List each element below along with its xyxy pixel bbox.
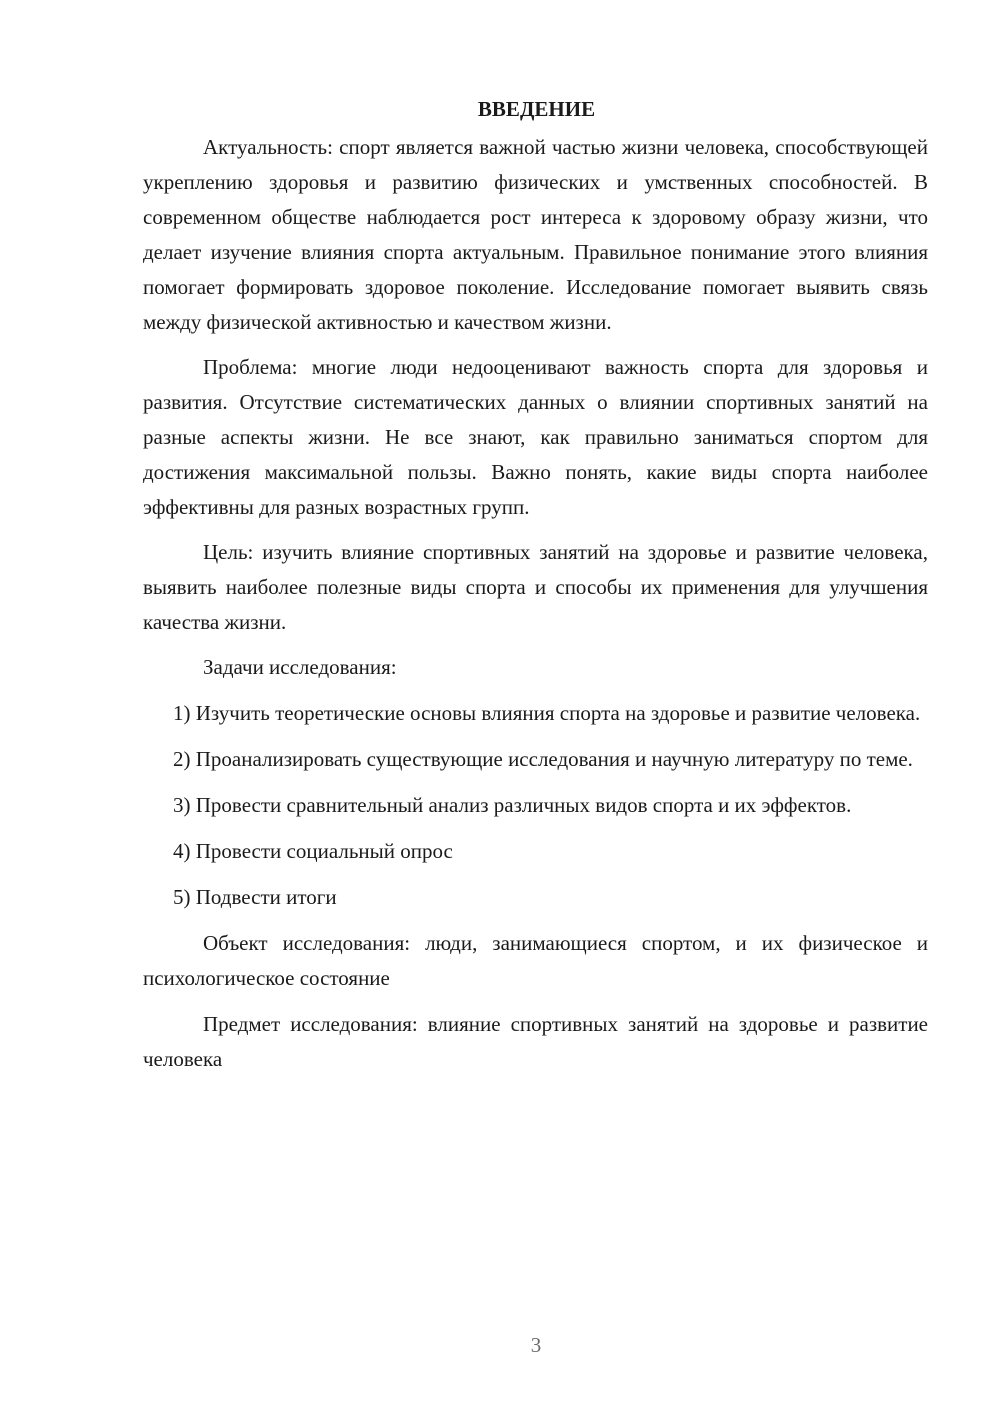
task-item-1: 1) Изучить теоретические основы влияния спорта на здоровье и развитие человека. xyxy=(173,701,921,725)
task-item-4: 4) Провести социальный опрос xyxy=(173,839,453,863)
task-item-2: 2) Проанализировать существующие исследования и научную литературу по теме. xyxy=(173,747,913,771)
page-number: 3 xyxy=(530,1333,542,1357)
problem-paragraph: Проблема: многие люди недооценивают важность спорта для здоровья и развития. Отсутствие систематических данных о влиянии спортивных занятий на разные аспекты жизни. Не все знают, как правильно заниматься спортом для достижения максимальной пользы. Важно понять, какие виды спорта наиболее эффективны для разных возрастных групп. xyxy=(143,355,928,519)
object-paragraph: Объект исследования: люди, занимающиеся спортом, и их физическое и психологическое состояние xyxy=(143,931,928,990)
document-page xyxy=(143,94,928,1077)
subject-paragraph: Предмет исследования: влияние спортивных занятий на здоровье и развитие человека xyxy=(143,1012,928,1071)
task-item-3: 3) Провести сравнительный анализ различных видов спорта и их эффектов. xyxy=(173,793,852,817)
section-title: ВВЕДЕНИЕ xyxy=(477,97,596,121)
goal-paragraph: Цель: изучить влияние спортивных занятий на здоровье и развитие человека, выявить наиболее полезные виды спорта и способы их применения для улучшения качества жизни. xyxy=(143,540,928,634)
task-item-5: 5) Подвести итоги xyxy=(173,885,337,909)
relevance-paragraph: Актуальность: спорт является важной частью жизни человека, способствующей укреплению здоровья и развитию физических и умственных способностей. В современном обществе наблюдается рост интереса к здоровому образу жизни, что делает изучение влияния спорта актуальным. Правильное понимание этого влияния помогает формировать здоровое поколение. Исследование помогает выявить связь между физической активностью и качеством жизни. xyxy=(143,135,928,334)
tasks-heading: Задачи исследования: xyxy=(203,655,397,679)
